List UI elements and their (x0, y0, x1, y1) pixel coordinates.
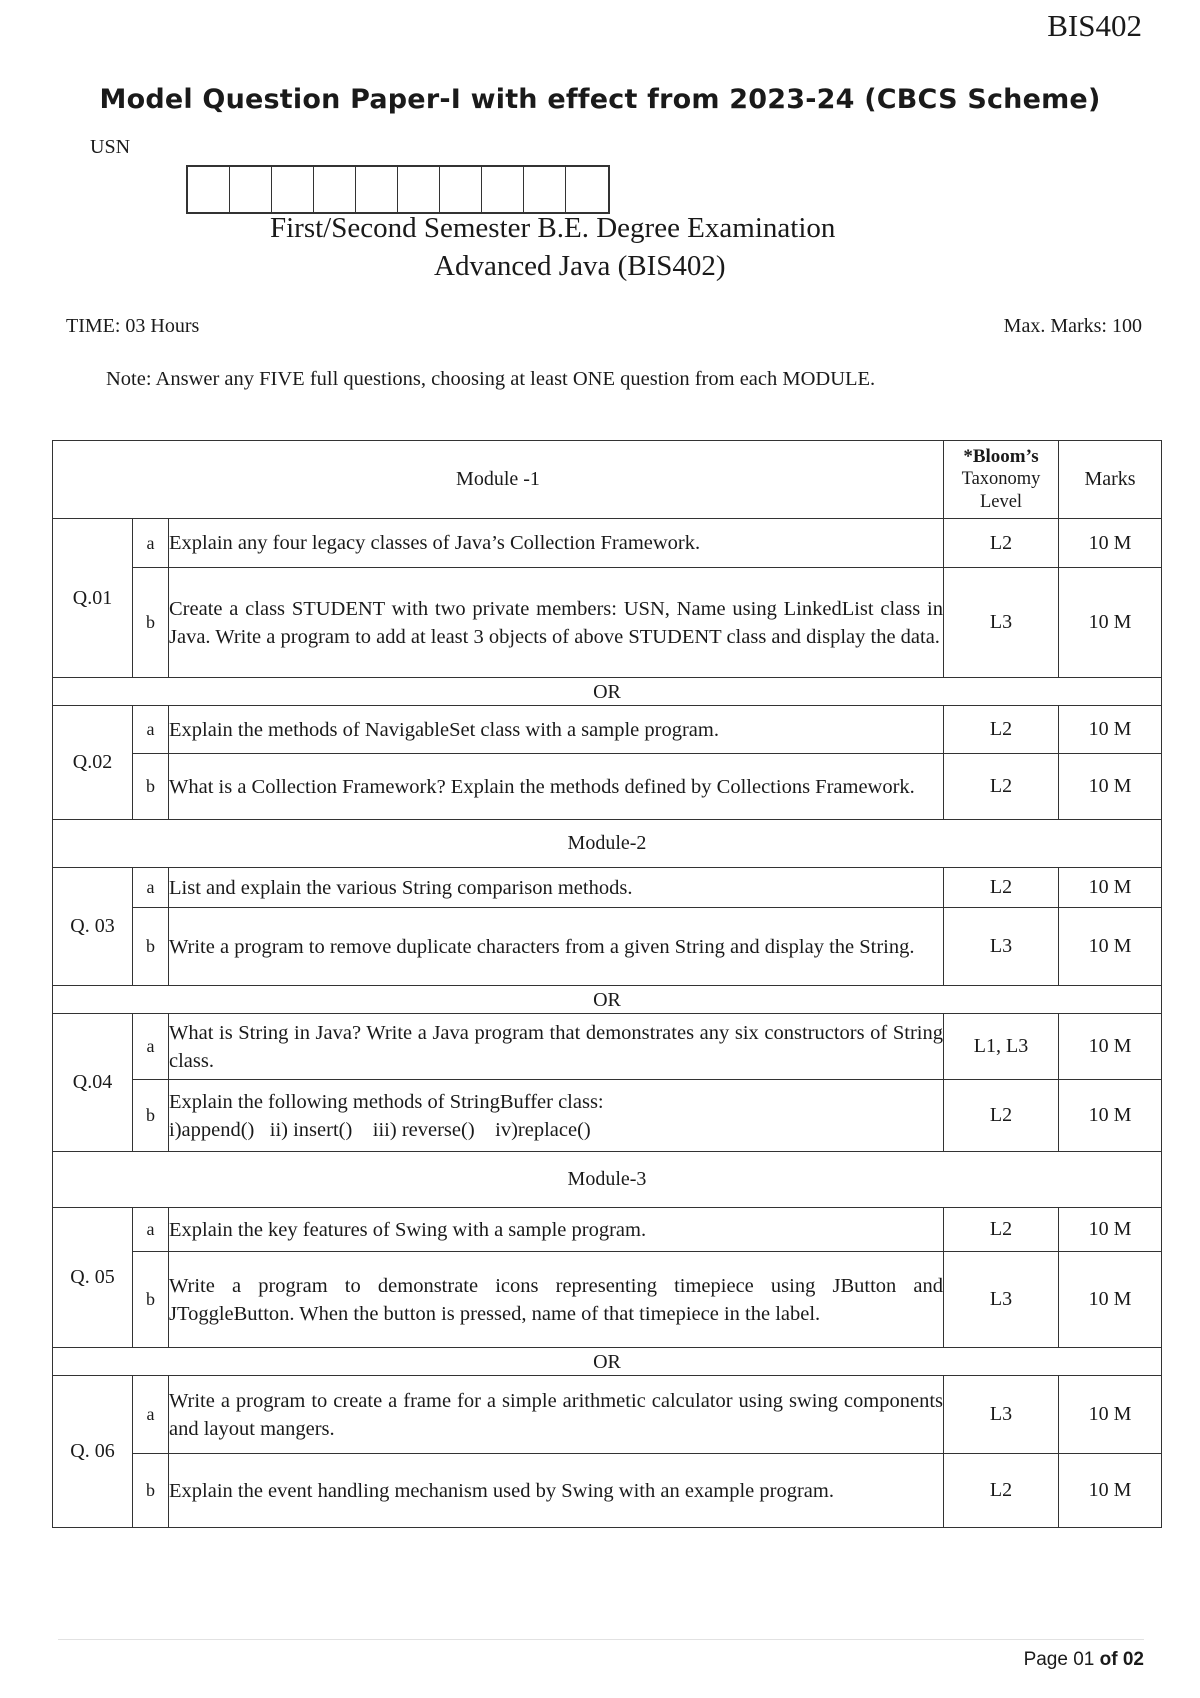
part-label: a (133, 519, 169, 568)
page-number-current: Page 01 (1023, 1649, 1100, 1670)
or-row (53, 986, 1162, 1014)
usn-box[interactable] (398, 167, 440, 212)
bloom-level: L2 (944, 868, 1059, 908)
question-number: Q.01 (53, 519, 133, 678)
module-header-row (53, 1152, 1162, 1208)
paper-code: BIS402 (1047, 8, 1142, 43)
or-row (53, 1348, 1162, 1376)
usn-box[interactable] (524, 167, 566, 212)
question-text: Explain any four legacy classes of Java’s Collection Framework. (169, 519, 944, 568)
question-text: List and explain the various String comparison methods. (169, 868, 944, 908)
marks: 10 M (1059, 868, 1162, 908)
bloom-level: L1, L3 (944, 1014, 1059, 1080)
part-label: b (133, 1454, 169, 1528)
question-row (53, 868, 1162, 908)
part-label: b (133, 1080, 169, 1152)
module-title: Module-2 (53, 820, 1162, 868)
usn-box[interactable] (482, 167, 524, 212)
bloom-level-header (944, 441, 1059, 519)
usn-box[interactable] (314, 167, 356, 212)
bloom-level: L2 (944, 1454, 1059, 1528)
or-row (53, 678, 1162, 706)
bloom-level: L3 (944, 908, 1059, 986)
module-title: Module-3 (53, 1152, 1162, 1208)
usn-box[interactable] (440, 167, 482, 212)
marks: 10 M (1059, 519, 1162, 568)
module-title: Module -1 (53, 441, 944, 519)
bloom-level: L2 (944, 519, 1059, 568)
question-number: Q.04 (53, 1014, 133, 1152)
question-number: Q. 05 (53, 1208, 133, 1348)
bloom-level: L3 (944, 568, 1059, 678)
question-text: Explain the event handling mechanism used by Swing with an example program. (169, 1454, 944, 1528)
question-row (53, 1014, 1162, 1080)
instructions-note: Note: Answer any FIVE full questions, choosing at least ONE question from each MODULE. (106, 368, 876, 390)
usn-box[interactable] (566, 167, 608, 212)
question-text-line2: i)append() ii) insert() iii) reverse() iv)replace() (169, 1118, 591, 1141)
usn-boxes[interactable] (186, 165, 610, 214)
question-row (53, 1252, 1162, 1348)
question-text: Write a program to create a frame for a simple arithmetic calculator using swing components and layout mangers. (169, 1376, 944, 1454)
question-row (53, 519, 1162, 568)
question-table (52, 440, 1162, 1528)
part-label: a (133, 1014, 169, 1080)
paper-title: Model Question Paper-I with effect from 2023-24 (CBCS Scheme) (99, 84, 1101, 115)
marks: 10 M (1059, 1376, 1162, 1454)
marks: 10 M (1059, 908, 1162, 986)
or-separator: OR (53, 678, 1162, 706)
usn-box[interactable] (188, 167, 230, 212)
page-number-total: of 02 (1099, 1649, 1144, 1670)
footer-divider (58, 1639, 1144, 1640)
question-number: Q. 03 (53, 868, 133, 986)
question-text: What is String in Java? Write a Java program that demonstrates any six constructors of String class. (169, 1014, 944, 1080)
bloom-header-line3: Level (979, 492, 1023, 512)
part-label: b (133, 1252, 169, 1348)
question-row (53, 1208, 1162, 1252)
question-number: Q.02 (53, 706, 133, 820)
time-allowed: TIME: 03 Hours (66, 315, 200, 337)
question-text: Explain the key features of Swing with a sample program. (169, 1208, 944, 1252)
question-text: Explain the methods of NavigableSet class with a sample program. (169, 706, 944, 754)
part-label: b (133, 754, 169, 820)
module-header-row (53, 441, 1162, 519)
question-text: Write a program to remove duplicate characters from a given String and display the String. (169, 908, 944, 986)
bloom-level: L3 (944, 1252, 1059, 1348)
usn-box[interactable] (230, 167, 272, 212)
question-text: What is a Collection Framework? Explain the methods defined by Collections Framework. (169, 754, 944, 820)
marks-header: Marks (1059, 441, 1162, 519)
usn-label: USN (90, 136, 131, 158)
part-label: a (133, 706, 169, 754)
bloom-level: L3 (944, 1376, 1059, 1454)
bloom-level: L2 (944, 754, 1059, 820)
question-row (53, 908, 1162, 986)
part-label: a (133, 1208, 169, 1252)
marks: 10 M (1059, 1080, 1162, 1152)
part-label: a (133, 868, 169, 908)
or-separator: OR (53, 1348, 1162, 1376)
marks: 10 M (1059, 706, 1162, 754)
module-header-row (53, 820, 1162, 868)
max-marks: Max. Marks: 100 (1003, 315, 1142, 337)
question-row (53, 1376, 1162, 1454)
question-text (169, 1080, 944, 1152)
question-row (53, 1454, 1162, 1528)
question-row (53, 568, 1162, 678)
question-text: Create a class STUDENT with two private members: USN, Name using LinkedList class in Java. Write a program to add at least 3 objects of above STUDENT class and display the data. (169, 568, 944, 678)
bloom-level: L2 (944, 1080, 1059, 1152)
page-number (1024, 1649, 1144, 1671)
question-text-line1: Explain the following methods of StringBuffer class: (169, 1090, 604, 1113)
usn-box[interactable] (272, 167, 314, 212)
question-row (53, 1080, 1162, 1152)
bloom-level: L2 (944, 706, 1059, 754)
subject-title: Advanced Java (BIS402) (434, 250, 726, 282)
bloom-header-line1: *Bloom’s (963, 446, 1039, 467)
bloom-header-line2: Taxonomy (961, 469, 1041, 489)
part-label: b (133, 568, 169, 678)
marks: 10 M (1059, 1208, 1162, 1252)
or-separator: OR (53, 986, 1162, 1014)
marks: 10 M (1059, 754, 1162, 820)
question-row (53, 754, 1162, 820)
marks: 10 M (1059, 1454, 1162, 1528)
marks: 10 M (1059, 568, 1162, 678)
question-text: Write a program to demonstrate icons representing timepiece using JButton and JToggleButton. When the button is pressed, name of that timepiece in the label. (169, 1252, 944, 1348)
question-row (53, 706, 1162, 754)
marks: 10 M (1059, 1252, 1162, 1348)
bloom-level: L2 (944, 1208, 1059, 1252)
part-label: b (133, 908, 169, 986)
question-number: Q. 06 (53, 1376, 133, 1528)
usn-box[interactable] (356, 167, 398, 212)
part-label: a (133, 1376, 169, 1454)
exam-title: First/Second Semester B.E. Degree Examination (270, 212, 836, 244)
marks: 10 M (1059, 1014, 1162, 1080)
